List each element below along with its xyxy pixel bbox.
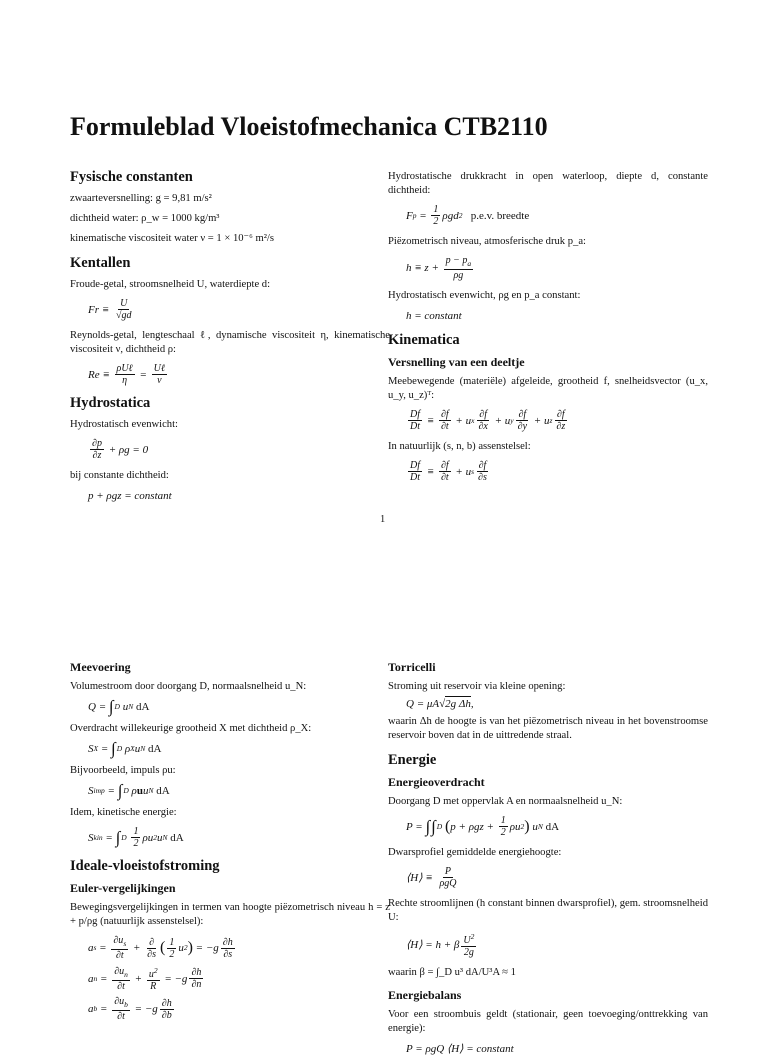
- torricelli-equation: Q = μA √ 2g Δh ,: [406, 697, 474, 710]
- natural-coordinates-text: In natuurlijk (s, n, b) assenstelsel:: [388, 441, 531, 452]
- energy-balance-equation: P = ρgQ ⟨H⟩ = constant: [406, 1043, 514, 1055]
- heading-hydrostatica: Hydrostatica: [70, 395, 151, 411]
- constant-density-text: bij constante dichtheid:: [70, 470, 169, 481]
- piezometric-equation: h ≡ z + $\frac{p - p_a}{\rho g}$: [406, 255, 472, 281]
- momentum-equation: S imp = ∫ D ρ u u N dA: [88, 781, 170, 800]
- transport-equation: S X = ∫ D ρ X u N dA: [88, 739, 162, 758]
- torricelli-text: Stroming uit reservoir via kleine opening:: [388, 681, 566, 692]
- euler-text: Bewegingsvergelijkingen in termen van hoogte piëzometrisch niveau h = z + p/ρg (natuurlijk assenstelsel):: [70, 902, 390, 927]
- natural-derivative-equation: $\frac{Df}{Dt}$ ≡ $\frac{\partial f}{\partial t}$ + u s $\frac{\partial f}{\partial s}$: [410, 460, 487, 483]
- pressure-force-equation: F p = $\frac{1}{2}$ ρgd 2 p.e.v. breedte: [406, 204, 530, 227]
- froude-equation: Fr ≡ $\frac{U}{√gd}$: [88, 298, 132, 321]
- material-derivative-text: Meebewegende (materiële) afgeleide, grootheid f, snelheidsvector (u_x, u_y, u_z)ᵀ:: [388, 376, 708, 401]
- constant-viscosity: kinematische viscositeit water ν = 1 × 10⁻⁶ m²/s: [70, 233, 274, 244]
- constant-density: dichtheid water: ρ_w = 1000 kg/m³: [70, 213, 220, 224]
- volume-flow-equation: Q = ∫ D u N dA: [88, 697, 150, 716]
- reynolds-text: Reynolds-getal, lengteschaal ℓ, dynamische viscositeit η, kinematische viscositeit ν, dichtheid ρ:: [70, 330, 390, 355]
- document-title: Formuleblad Vloeistofmechanica CTB2110: [70, 112, 548, 141]
- page1-left-column: [70, 170, 390, 511]
- pressure-force-text: Hydrostatische drukkracht in open waterloop, diepte d, constante dichtheid:: [388, 171, 708, 196]
- kinetic-text: Idem, kinetische energie:: [70, 807, 177, 818]
- straight-streamlines-text: Rechte stroomlijnen (h constant binnen dwarsprofiel), gem. stroomsnelheid U:: [388, 898, 708, 923]
- constant-gravity: zwaarteversnelling: g = 9,81 m/s²: [70, 193, 212, 204]
- heading-kinematica: Kinematica: [388, 332, 460, 348]
- momentum-text: Bijvoorbeeld, impuls ρu:: [70, 765, 176, 776]
- heading-energieoverdracht: Energieoverdracht: [388, 775, 485, 789]
- hydrostatic-equilibrium-text: Hydrostatisch evenwicht:: [70, 419, 178, 430]
- mean-energy-equation: ⟨H⟩ ≡ $\frac{P}{\text{ρgQ}}$: [406, 866, 457, 889]
- heading-kentallen: Kentallen: [70, 255, 131, 271]
- euler-b-equation: a b = $\frac{\partial u_b}{\partial t}$ = −g $\frac{\partial h}{\partial b}$: [88, 996, 172, 1022]
- heading-ideale-vloeistofstroming: Ideale-vloeistofstroming: [70, 858, 220, 874]
- heading-energie: Energie: [388, 752, 437, 768]
- piezometric-text: Piëzometrisch niveau, atmosferische druk p_a:: [388, 236, 586, 247]
- pressure-force-suffix: p.e.v. breedte: [470, 209, 530, 222]
- heading-versnelling: Versnelling van een deeltje: [388, 355, 525, 369]
- heading-meevoering: Meevoering: [70, 660, 131, 674]
- energy-balance-text: Voor een stroombuis geldt (stationair, geen toevoeging/onttrekking van energie):: [388, 1009, 708, 1034]
- energy-transfer-equation: P = ∫ ∫ D ( p + ρgz + $\frac{1}{2}$ ρu 2 ) u N dA: [406, 815, 560, 838]
- straight-streamlines-equation: ⟨H⟩ = h + β $\frac{U^2}{2g}$: [406, 932, 475, 958]
- torricelli-explanation: waarin Δh de hoogte is van het piëzometrisch niveau in het bovenstroomse reservoir boven dat in de uittredende straal.: [388, 716, 708, 741]
- mean-energy-text: Dwarsprofiel gemiddelde energiehoogte:: [388, 847, 562, 858]
- heading-torricelli: Torricelli: [388, 660, 436, 674]
- constant-density-equation: p + ρgz = constant: [88, 490, 172, 502]
- hydrostatic-equation: $\frac{\partial p}{\partial z}$ + ρg = 0: [92, 438, 149, 461]
- heading-euler: Euler-vergelijkingen: [70, 881, 176, 895]
- euler-s-equation: a s = $\frac{\partial u_s}{\partial t}$ + $\frac{\partial}{\partial s}$ ( $\frac{1}{2}$ u 2 ) = −g $\frac{\partial h}{\partial s}$: [88, 935, 233, 961]
- material-derivative-equation: $\frac{Df}{Dt}$ ≡ $\frac{\partial f}{\partial t}$ + u x $\frac{\partial f}{\partial x}$ + u y $\frac{\partial f}{\partial y}$ + u z $\frac{\partial f}{\partial z}$: [410, 409, 566, 432]
- equilibrium-text: Hydrostatisch evenwicht, ρg en p_a constant:: [388, 290, 581, 301]
- euler-n-equation: a n = $\frac{\partial u_n}{\partial t}$ + $\frac{u^2}{R}$ = −g $\frac{\partial h}{\partial n}$: [88, 965, 202, 992]
- beta-text: waarin β = ∫_D u³ dA/U³A ≈ 1: [388, 967, 516, 978]
- page1-right-column: [388, 170, 708, 491]
- heading-fysische-constanten: Fysische constanten: [70, 169, 193, 185]
- kinetic-equation: S kin = ∫ D $\frac{1}{2}$ ρu 2 u N dA: [88, 826, 184, 849]
- page2-left-column: [70, 660, 390, 1030]
- volume-flow-text: Volumestroom door doorgang D, normaalsnelheid u_N:: [70, 681, 307, 692]
- h-constant-equation: h = constant: [406, 310, 462, 322]
- page2-right-column: [388, 660, 708, 1064]
- energy-transfer-text: Doorgang D met oppervlak A en normaalsnelheid u_N:: [388, 796, 623, 807]
- reynolds-equation: Re ≡ $\frac{\text{ρUℓ}}{\eta}$ = $\frac{\text{Uℓ}}{\nu}$: [88, 363, 166, 386]
- page-number: 1: [380, 514, 386, 525]
- froude-text: Froude-getal, stroomsnelheid U, waterdiepte d:: [70, 279, 271, 290]
- page-2: [0, 600, 768, 1055]
- heading-energiebalans: Energiebalans: [388, 988, 462, 1002]
- transport-text: Overdracht willekeurige grootheid X met dichtheid ρ_X:: [70, 723, 312, 734]
